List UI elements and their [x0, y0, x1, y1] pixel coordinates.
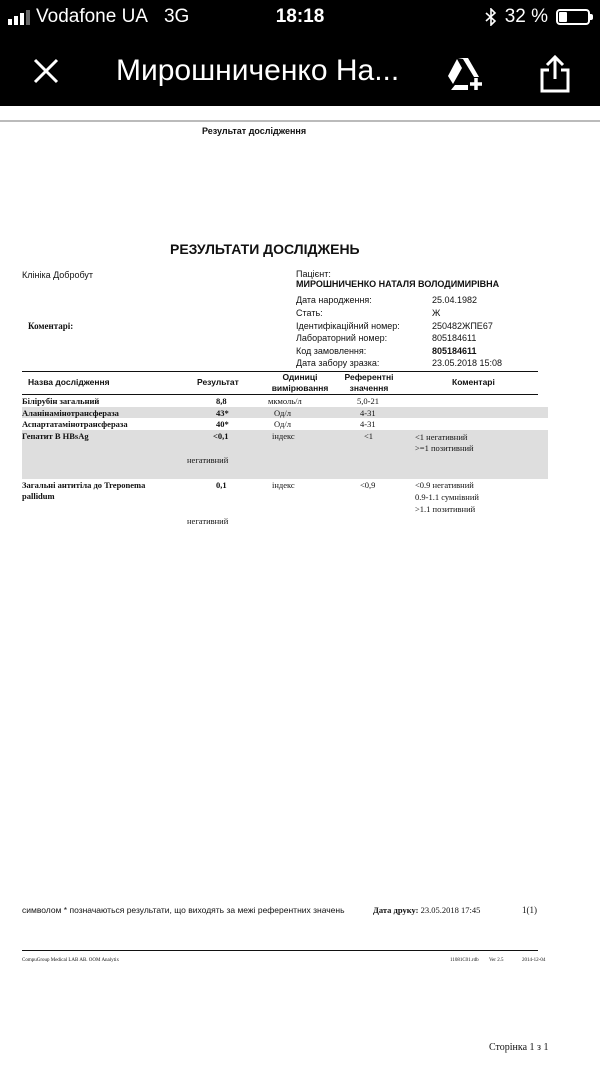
info-label: Дата народження: [296, 295, 372, 305]
info-label: Дата забору зразка: [296, 358, 380, 368]
doc-header-small: Результат дослідження [202, 126, 307, 136]
th-comments: Коментарі [452, 377, 495, 387]
th-ref-2: значення [349, 383, 389, 393]
row-name: pallidum [22, 491, 55, 501]
row-comment: >=1 позитивний [415, 443, 474, 453]
row-name: Аспартатамінотрансфераза [22, 419, 128, 429]
footer-code: 11081C01.rdb [450, 958, 479, 963]
add-to-drive-button[interactable] [446, 56, 486, 92]
row-result: 0,1 [216, 480, 227, 490]
row-comment: <1 негативний [415, 432, 468, 442]
share-icon [538, 54, 572, 94]
print-date-value: 23.05.2018 17:45 [420, 905, 481, 915]
share-button[interactable] [538, 54, 572, 94]
info-label: Стать: [296, 308, 323, 318]
info-value: 805184611 [432, 346, 477, 356]
nav-bar [0, 36, 600, 106]
patient-name: МИРОШНИЧЕНКО НАТАЛЯ ВОЛОДИМИРІВНА [296, 279, 500, 289]
battery-percent: 32 % [504, 6, 548, 27]
close-icon [33, 58, 59, 84]
footer-version: Ver 2.5 [489, 958, 504, 963]
status-right [485, 6, 590, 28]
patient-label: Пацієнт: [296, 269, 331, 279]
th-name: Назва дослідження [28, 377, 110, 387]
th-ref-1: Референтні [344, 372, 394, 382]
add-to-drive-icon [446, 56, 486, 92]
info-value: 23.05.2018 15:08 [432, 358, 503, 368]
footer-date: 2014-12-04 [522, 958, 546, 963]
footnote: символом * позначаються результати, що виходять за межі референтних значень [22, 905, 345, 915]
row-comment: <0.9 негативний [415, 480, 474, 490]
doc-main-title: РЕЗУЛЬТАТИ ДОСЛІДЖЕНЬ [170, 241, 360, 257]
comments-label: Коментарі: [28, 321, 74, 331]
network-label: 3G [163, 6, 190, 27]
carrier-label: Vodafone UA [36, 6, 148, 27]
th-units-1: Одиниці [282, 372, 318, 382]
info-value: 25.04.1982 [432, 295, 478, 305]
print-date-row [373, 905, 480, 915]
row-ref: <1 [364, 431, 374, 441]
row-note: негативний [187, 455, 229, 465]
row-units: індекс [272, 480, 295, 490]
row-units: мкмоль/л [268, 396, 302, 406]
page-counter: Сторінка 1 з 1 [489, 1042, 549, 1053]
row-note: негативний [187, 516, 229, 526]
bluetooth-icon [485, 8, 497, 26]
clinic-name: Клініка Добробут [22, 270, 94, 280]
row-name: Білірубін загальний [22, 396, 100, 406]
row-units: Од/л [274, 419, 291, 429]
row-units: індекс [272, 431, 295, 441]
row-result: 40* [216, 419, 229, 429]
row-comment: 0.9-1.1 сумнівний [415, 492, 479, 502]
row-name: Гепатит В HBsAg [22, 431, 89, 441]
row-result: 8,8 [216, 396, 227, 406]
page-fraction: 1(1) [522, 905, 537, 915]
info-label: Ідентифікаційний номер: [296, 321, 400, 331]
info-value: Ж [432, 308, 441, 318]
page-top-border [0, 120, 600, 122]
battery-icon [556, 9, 590, 25]
document-title: Мирошниченко На... [116, 54, 400, 87]
info-label: Лабораторний номер: [296, 333, 388, 343]
th-units-2: вимірювання [271, 383, 329, 393]
info-value: 250482ЖПЕ67 [432, 321, 493, 331]
row-comment: >1.1 позитивний [415, 504, 476, 514]
row-units: Од/л [274, 408, 291, 418]
row-name: Аланінамінотрансфераза [22, 408, 119, 418]
th-result: Результат [197, 377, 239, 387]
footer-vendor: CompuGroup Medical LAB AB. OOM Analytix [22, 958, 119, 963]
table-header-rule [22, 394, 538, 395]
row-ref: 4-31 [360, 419, 376, 429]
print-date-label: Дата друку: [373, 905, 419, 915]
row-result: <0,1 [213, 431, 229, 441]
info-value: 805184611 [432, 333, 477, 343]
info-label: Код замовлення: [296, 346, 367, 356]
row-result: 43* [216, 408, 229, 418]
row-ref: 4-31 [360, 408, 376, 418]
close-button[interactable] [28, 53, 64, 89]
status-time: 18:18 [275, 6, 325, 27]
row-ref: <0,9 [360, 480, 376, 490]
status-bar [0, 0, 600, 36]
footer-rule [22, 950, 538, 951]
row-name: Загальні антитіла до Treponema [22, 480, 146, 490]
row-ref: 5,0-21 [357, 396, 379, 406]
document-page[interactable] [0, 106, 600, 1066]
